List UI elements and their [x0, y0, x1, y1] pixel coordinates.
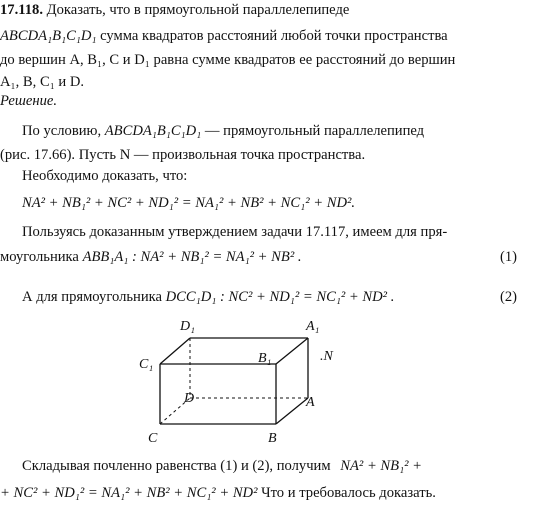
label-D: D	[184, 391, 195, 406]
solution-p1-text: По условию,	[22, 123, 102, 139]
solution-p1-text-b: — прямоугольный параллелепипед	[204, 123, 425, 139]
solution-p1-name: ABCDA₁B₁C₁D₁	[104, 123, 202, 139]
solution-p7-text: Складывая почленно равенства (1) и (2), получим	[22, 458, 331, 474]
edge-c1-d1	[160, 338, 190, 364]
solution-paragraph-8	[0, 483, 436, 503]
equation-2: DCC₁D₁ : NC² + ND₁² = NC₁² + ND² .	[165, 289, 395, 305]
solution-paragraph-5	[0, 247, 302, 267]
parallelepiped-figure	[130, 316, 390, 448]
solution-paragraph-2: (рис. 17.66). Пусть N — произвольная точка пространства.	[0, 147, 366, 163]
problem-line-3: до вершин A, B₁, C и D₁ равна сумме квадратов ее расстояний до вершин	[0, 52, 456, 68]
summed-equation-part-1: NA² + NB₁² +	[340, 458, 423, 474]
equation-1-number: (1)	[500, 249, 518, 265]
label-C1: C₁	[139, 357, 154, 372]
label-D1: D₁	[180, 319, 195, 334]
solution-paragraph-7	[22, 456, 422, 476]
solution-p6-text: А для прямоугольника	[22, 289, 162, 305]
label-B1: B₁	[258, 351, 272, 366]
label-B: B	[268, 431, 277, 446]
main-equation: NA² + NB₁² + NC² + ND₁² = NA₁² + NB² + NC₁² + ND².	[22, 195, 356, 211]
label-A: A	[306, 395, 315, 410]
solution-paragraph-6	[22, 287, 394, 307]
solution-paragraph-4: Пользуясь доказанным утверждением задачи 17.117, имеем для пря-	[22, 224, 448, 240]
equation-2-number: (2)	[500, 289, 518, 305]
solution-paragraph-3: Необходимо доказать, что:	[22, 168, 188, 184]
summed-equation-part-2: + NC² + ND₁² = NA₁² + NB² + NC₁² + ND²	[0, 485, 258, 501]
problem-statement-1: Доказать, что в прямоугольной параллелепипеде	[46, 2, 350, 18]
solution-paragraph-1	[22, 121, 424, 141]
edge-b-a	[276, 398, 308, 424]
problem-line-1	[0, 0, 349, 20]
label-N: .N	[320, 349, 333, 364]
problem-statement-2: сумма квадратов расстояний любой точки пространства	[96, 28, 448, 44]
equation-1: ABB₁A₁ : NA² + NB₁² = NA₁² + NB² .	[82, 249, 302, 265]
solution-heading: Решение.	[0, 93, 58, 109]
conclusion-text: Что и требовалось доказать.	[261, 485, 436, 501]
edge-b1-a1	[276, 338, 308, 364]
label-A1: A₁	[306, 319, 320, 334]
label-C: C	[148, 431, 158, 446]
problem-line-4: A₁, B, C₁ и D.	[0, 74, 85, 90]
solution-p5-text: моугольника	[0, 249, 79, 265]
parallelepiped-name: ABCDA₁B₁C₁D₁	[0, 28, 97, 44]
problem-line-2	[0, 26, 448, 46]
problem-number: 17.118.	[0, 2, 43, 18]
